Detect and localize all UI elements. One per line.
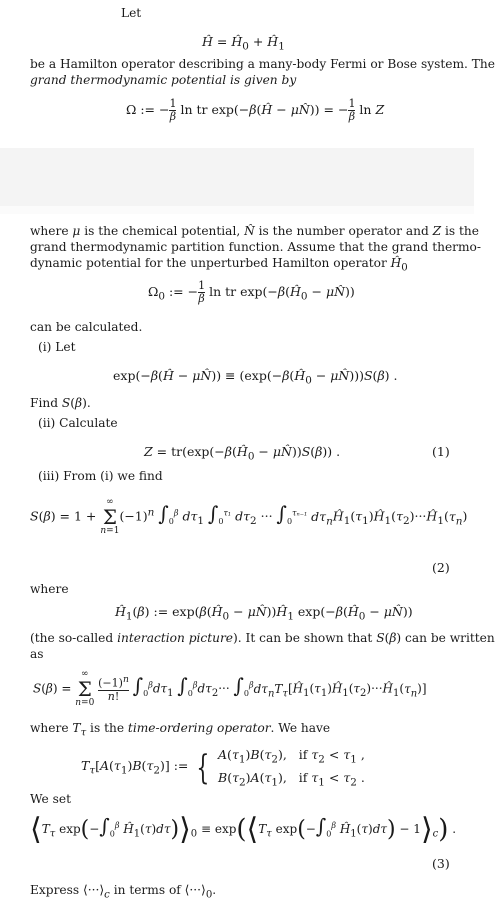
- text-line-3: grand thermodynamic potential is given by: [30, 73, 297, 87]
- text-line-8: (the so-called interaction picture). It can be shown that S(β) can be written: [30, 631, 495, 645]
- text-let: Let: [121, 6, 142, 20]
- text-find: Find S(β).: [30, 396, 91, 410]
- equation-number-1: (1): [432, 444, 450, 459]
- text-where: where: [30, 582, 69, 596]
- equation-i: exp(−β(Ĥ − μN̂)) ≡ ($\exp(-\beta(Ĥ_0$ − μN̂)))S(β) .: [113, 368, 398, 387]
- equation-set: $⟨T_\tau$ $\exp(-\int_0^\beta$ $Ĥ_1(\tau)d\tau)⟩_0$ ≡ $\exp(⟨T_\tau$ $\exp(-\int_0^\beta$ $Ĥ_1(\tau)d\tau$) − $1⟩_c$) .: [30, 812, 457, 847]
- text-line-10: where $T_\tau$ is the time-ordering operator. We have: [30, 721, 331, 739]
- text-we-set: We set: [30, 792, 71, 806]
- equation-time-ordering: $T_\tau[A(\tau_1)B(\tau_2)]$ := { $A(\tau_1)B(\tau_2)$, if $\tau_2 < \tau_1$ , $B(\tau_2)A(\tau_1)$, if $\tau_1 < \tau_2$ .: [81, 747, 365, 789]
- equation-h1: $Ĥ_1(\beta)$ := $\exp(\beta(Ĥ_0$ − $\mu N̂))Ĥ_1$ $\exp(-\beta(Ĥ_0$ − μN̂)): [115, 604, 413, 623]
- equation-number-2: (2): [432, 560, 450, 575]
- text-item-iii: (iii) From (i) we find: [38, 469, 163, 483]
- text-express: Express $⟨\cdot\cdot\cdot⟩_c$ in terms of $⟨\cdot\cdot\cdot⟩_0$.: [30, 883, 217, 901]
- text-line-9: as: [30, 647, 44, 661]
- text-item-ii: (ii) Calculate: [38, 416, 118, 430]
- equation-omega0: $\Omega_0$ := − $\frac{1}{\beta}$ ln tr $\exp(-\beta(Ĥ_0$ − μN̂)): [148, 279, 355, 306]
- text-line-2: be a Hamilton operator describing a many-body Fermi or Bose system. The: [30, 57, 495, 71]
- equation-iii: S(β) = 1 + ∞ Σ n=1 $(-1)^n$ $\int_0^\beta$ $d\tau_1$ $\int_0^{\tau_1}$ $d\tau_2$ ··· $\int_0^{\tau_{n-1}}$ $d\tau_nĤ_1(\tau_1)Ĥ_1(\tau_2)\cdot\cdot\cdot Ĥ_1(\tau_n)$: [30, 497, 468, 536]
- text-item-i: (i) Let: [38, 340, 76, 354]
- equation-number-3: (3): [432, 856, 450, 871]
- equation-ii: $Z = tr(\exp(-\beta(Ĥ_0$ − μN̂))S(β)) .: [144, 444, 341, 463]
- text-line-4: where μ is the chemical potential, N̂ is the number operator and Z is the: [30, 224, 479, 238]
- text-line-5: grand thermodynamic partition function. Assume that the grand thermo-: [30, 240, 482, 254]
- text-line-6: dynamic potential for the unperturbed Hamilton operator $Ĥ_0$: [30, 256, 408, 274]
- equation-hamiltonian: Ĥ = $Ĥ_0$ + $Ĥ_1$: [202, 34, 285, 53]
- text-line-7: can be calculated.: [30, 320, 143, 334]
- equation-s-series: S(β) = ∞ Σ n=0 $\frac{(-1)^n}{n!}$ $\int_0^\beta d\tau_1$ $\int_0^\beta d\tau_2\cdot\cdot\cdot$ $\int_0^\beta d\tau_nT_\tau[Ĥ_1(\tau_1)Ĥ_1(\tau_2)\cdot\cdot\cdot Ĥ_1(\tau_n)]$: [33, 669, 427, 708]
- page-break-band: [0, 148, 474, 206]
- page-break-band-lower: [0, 206, 474, 214]
- equation-omega: Ω := − $\frac{1}{\beta}$ ln tr exp(−β(Ĥ − μN̂)) = − $\frac{1}{\beta}$ ln Z: [126, 97, 385, 124]
